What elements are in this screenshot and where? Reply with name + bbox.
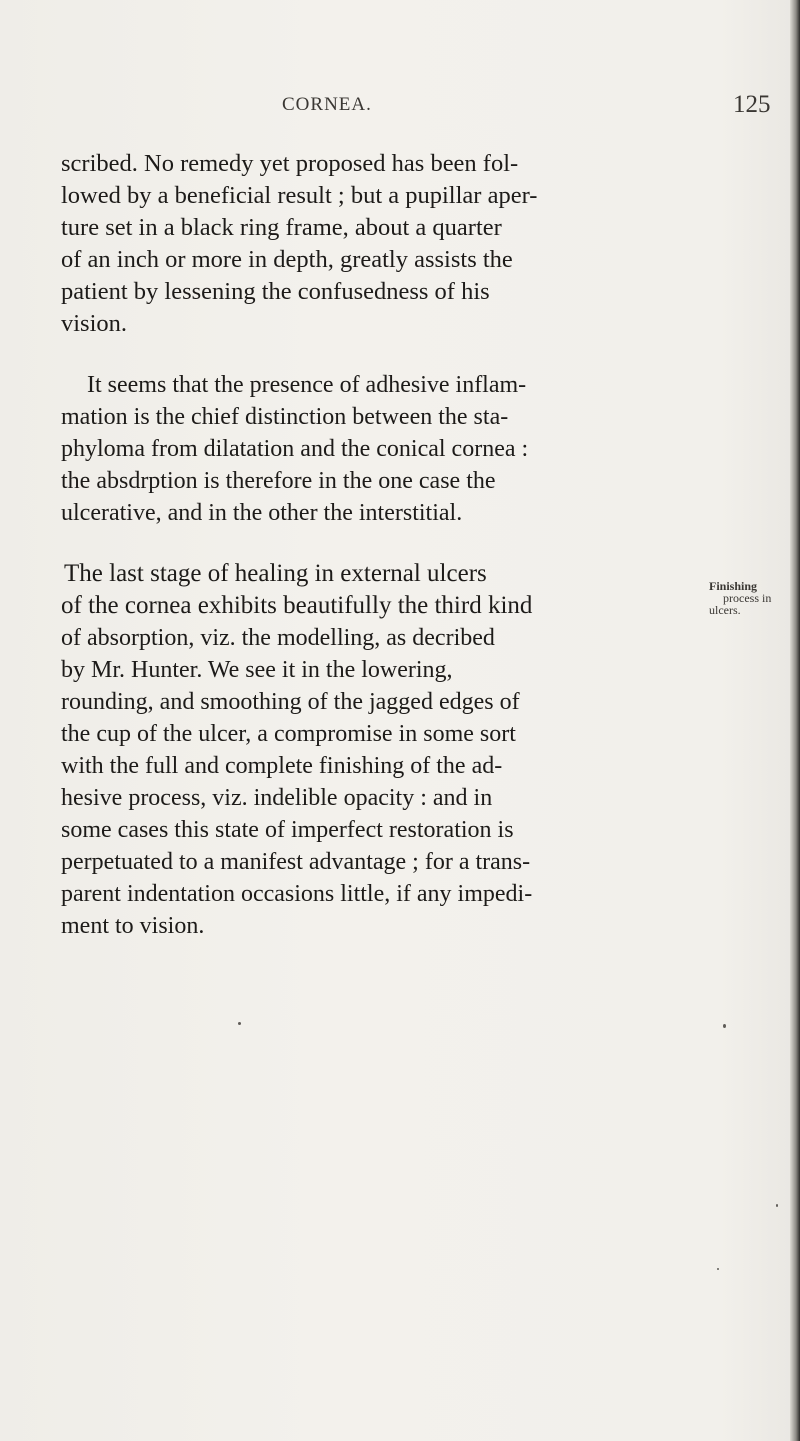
- paragraph-3: [61, 558, 621, 942]
- text-line: ulcerative, and in the other the interstitial.: [61, 500, 463, 526]
- print-speck: [238, 1022, 241, 1025]
- text-line: hesive process, viz. indelible opacity : and in: [61, 785, 493, 811]
- print-speck: [717, 1268, 719, 1270]
- text-line: phyloma from dilatation and the conical cornea :: [61, 436, 529, 462]
- text-line: ture set in a black ring frame, about a quarter: [61, 214, 502, 241]
- text-line: lowed by a beneficial result ; but a pupillar aper-: [61, 182, 538, 209]
- margin-note-line: process in: [723, 591, 772, 605]
- text-line: the cup of the ulcer, a compromise in some sort: [61, 721, 516, 747]
- text-line: of absorption, viz. the modelling, as decribed: [61, 625, 495, 651]
- text-line: some cases this state of imperfect restoration is: [61, 817, 514, 843]
- text-line: mation is the chief distinction between the sta-: [61, 404, 509, 430]
- page-number: 125: [733, 91, 771, 118]
- margin-note-line: ulcers.: [709, 603, 741, 617]
- text-line: vision.: [61, 310, 128, 337]
- body-text: [61, 148, 621, 942]
- paragraph-1: [61, 148, 621, 340]
- print-speck: [776, 1204, 778, 1207]
- margin-note-line: Finishing: [709, 579, 758, 593]
- text-line: of the cornea exhibits beautifully the third kind: [61, 592, 533, 619]
- running-head: CORNEA.: [282, 94, 372, 115]
- text-line: patient by lessening the confusedness of his: [61, 278, 490, 305]
- print-speck: [723, 1024, 726, 1028]
- text-line: scribed. No remedy yet proposed has been fol-: [61, 150, 519, 177]
- paragraph-2: [61, 369, 621, 529]
- text-line: parent indentation occasions little, if any impedi-: [61, 881, 533, 907]
- text-line: with the full and complete finishing of the ad-: [61, 753, 503, 779]
- page-header: [0, 91, 800, 124]
- text-line: The last stage of healing in external ulcers: [64, 560, 487, 587]
- text-line: perpetuated to a manifest advantage ; for a trans-: [61, 849, 531, 875]
- text-line: ment to vision.: [61, 913, 205, 939]
- text-line: It seems that the presence of adhesive inflam-: [87, 372, 527, 398]
- text-line: of an inch or more in depth, greatly assists the: [61, 246, 513, 273]
- text-line: by Mr. Hunter. We see it in the lowering,: [61, 657, 453, 683]
- text-line: rounding, and smoothing of the jagged edges of: [61, 689, 520, 715]
- page-edge-shadow: [790, 0, 800, 1441]
- margin-note: [709, 579, 772, 617]
- text-line: the absdrption is therefore in the one case the: [61, 468, 496, 494]
